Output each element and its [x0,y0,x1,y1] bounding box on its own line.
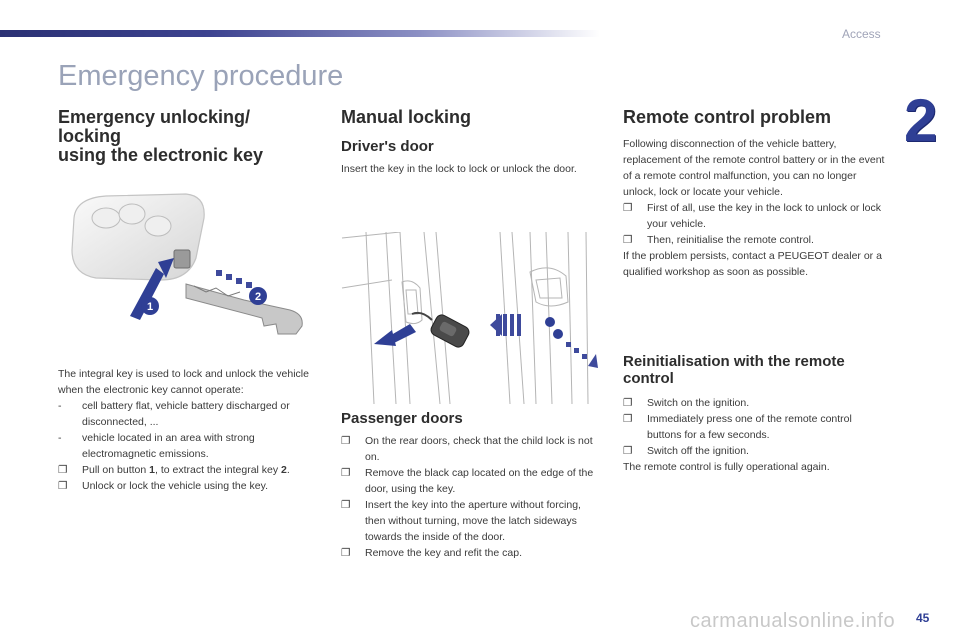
bullet-item [623,232,885,248]
remote-control-after: If the problem persists, contact a PEUGEOT dealer or a qualified workshop as soon as possible. [623,250,882,278]
bullet-text: Remove the black cap located on the edge of the door, using the key. [365,467,594,495]
bullet-item [58,478,320,494]
checkbox-bullet-icon: ❐ [623,413,633,425]
page-number: 45 [916,611,930,625]
electronic-key-illustration [66,188,316,348]
column-remote-control [623,108,885,280]
bullet-item [341,465,603,497]
header-gradient-bar [0,30,600,37]
pull-text: Pull on button [82,464,150,476]
dash-text: vehicle located in an area with strong electromagnetic emissions. [82,432,255,460]
heading-remote-control-problem: Remote control problem [623,107,832,127]
heading-manual-locking: Manual locking [341,107,472,127]
reinitialisation-section [623,353,885,475]
dash-marker: - [58,400,62,412]
dash-marker: - [58,432,62,444]
heading-passenger-doors: Passenger doors [341,410,463,427]
bullet-item [623,411,885,443]
bullet-item [58,462,320,478]
integral-key-text [58,366,320,494]
remote-control-intro: Following disconnection of the vehicle battery, replacement of the remote control battery or in the event of a remote control malfunction, you can no longer unlock, lock or locate your vehicle. [623,138,885,198]
door-lock-illustration [340,232,602,404]
figure-label-1: 1 [146,301,154,313]
checkbox-bullet-icon: ❐ [58,464,68,476]
column-manual-locking [341,108,603,177]
dash-item [58,398,320,430]
key-ref-2: 2 [281,464,287,476]
bullet-text: Unlock or lock the vehicle using the key. [82,480,268,492]
bullet-text: Switch off the ignition. [647,445,749,457]
checkbox-bullet-icon: ❐ [341,547,351,559]
bullet-text: Then, reinitialise the remote control. [647,234,814,246]
checkbox-bullet-icon: ❐ [341,435,351,447]
checkbox-bullet-icon: ❐ [623,202,633,214]
bullet-item [341,433,603,465]
bullet-text: On the rear doors, check that the child lock is not on. [365,435,593,463]
dash-item [58,430,320,462]
heading-line: locking [58,126,122,146]
drivers-door-text: Insert the key in the lock to lock or unlock the door. [341,163,577,175]
heading-line: Emergency unlocking/ [58,107,251,127]
checkbox-bullet-icon: ❐ [623,234,633,246]
checkbox-bullet-icon: ❐ [623,445,633,457]
heading-emergency-unlocking [58,108,320,165]
heading-line: using the electronic key [58,145,264,165]
bullet-item [341,545,603,561]
checkbox-bullet-icon: ❐ [341,499,351,511]
checkbox-bullet-icon: ❐ [58,480,68,492]
passenger-doors-section [341,410,603,561]
bullet-text: Remove the key and refit the cap. [365,547,523,559]
watermark: carmanualsonline.info [690,610,896,632]
button-ref-1: 1 [149,464,155,476]
pull-text: , to extract the integral key [154,464,282,476]
bullet-item [341,497,603,545]
checkbox-bullet-icon: ❐ [623,397,633,409]
chapter-number: 2 [904,87,938,154]
dash-text: cell battery flat, vehicle battery discharged or disconnected, ... [82,400,290,428]
heading-reinitialisation: Reinitialisation with the remote control [623,353,845,387]
bullet-text: Insert the key into the aperture without forcing, then without turning, move the latch sideways towards the inside of the door. [365,499,581,543]
bullet-text: Switch on the ignition. [647,397,750,409]
bullet-item [623,443,885,459]
heading-drivers-door: Driver's door [341,138,434,155]
integral-key-intro: The integral key is used to lock and unlock the vehicle when the electronic key cannot operate: [58,368,309,396]
bullet-item [623,395,885,411]
bullet-item [623,200,885,232]
column-emergency-key [58,108,320,165]
page-title: Emergency procedure [58,60,344,92]
figure-label-2: 2 [254,291,262,303]
checkbox-bullet-icon: ❐ [341,467,351,479]
bullet-text: Immediately press one of the remote control buttons for a few seconds. [647,413,852,441]
section-label: Access [842,27,881,41]
pull-text: . [286,464,290,476]
reinitialisation-closing: The remote control is fully operational again. [623,461,830,473]
bullet-text: First of all, use the key in the lock to unlock or lock your vehicle. [647,202,882,230]
